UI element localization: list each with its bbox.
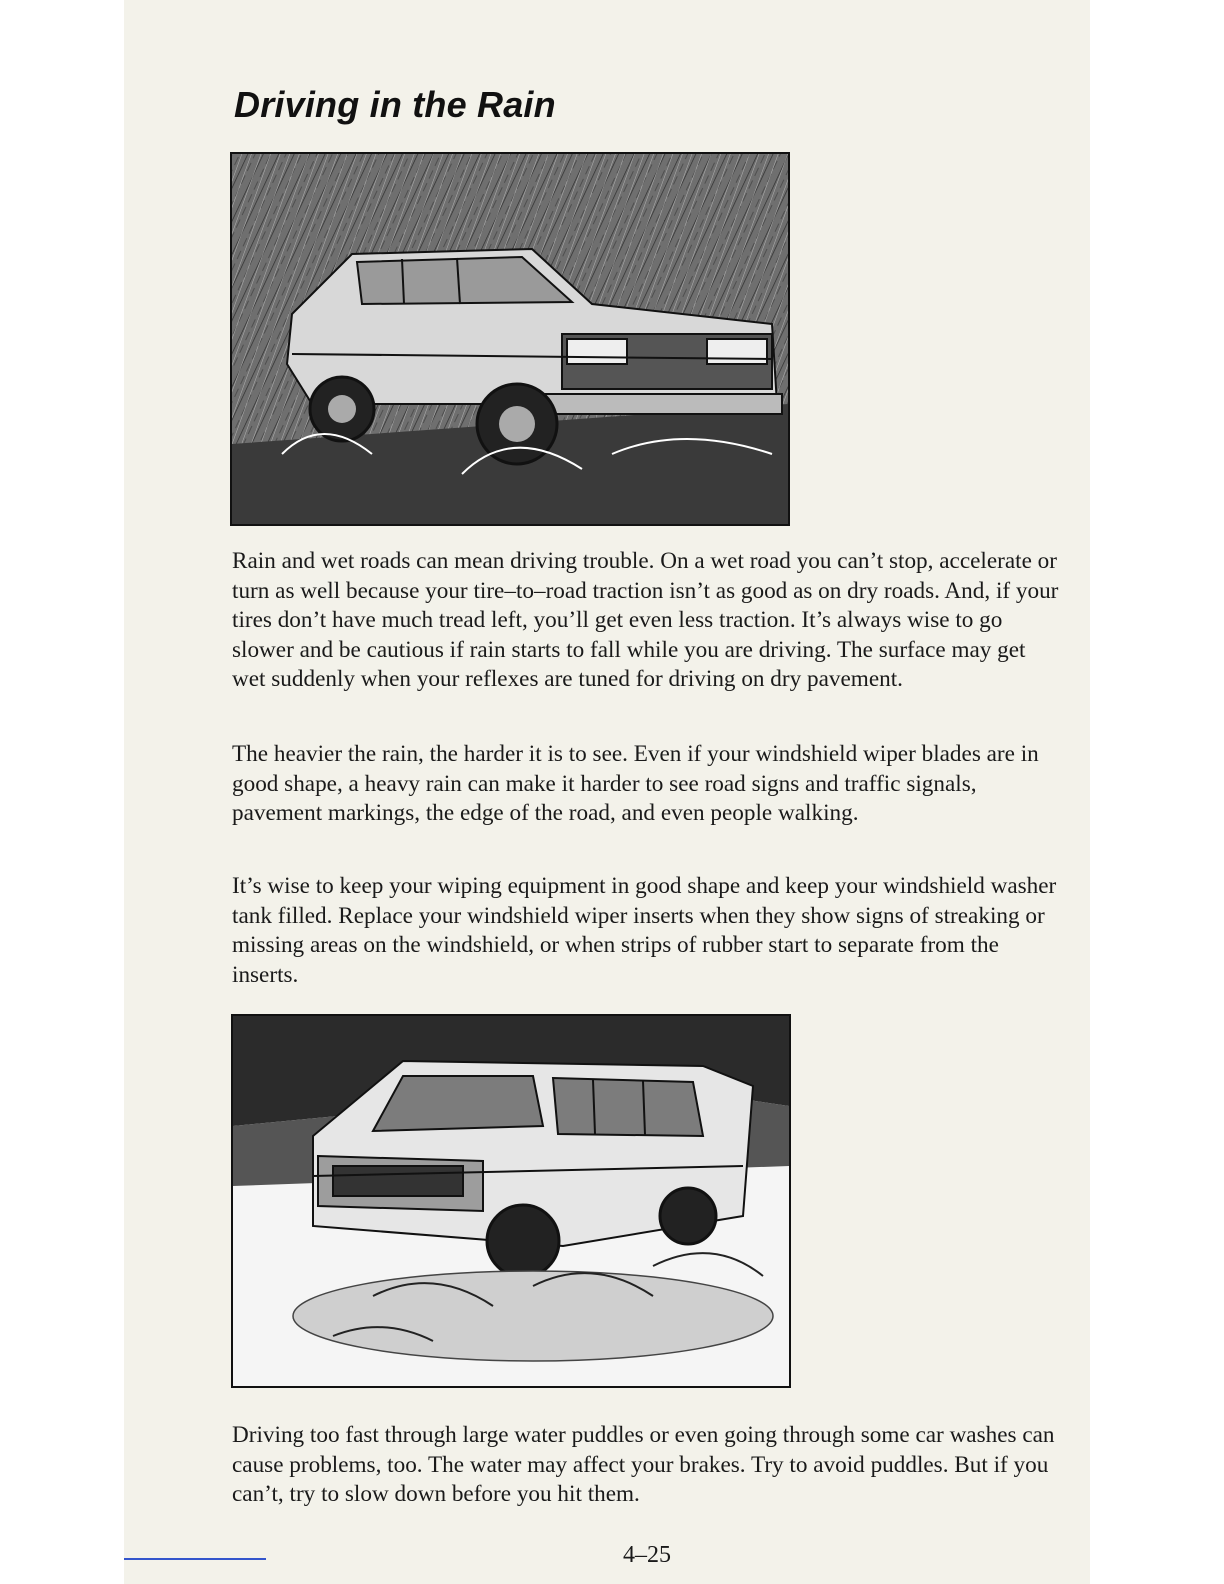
paragraph-wipers: It’s wise to keep your wiping equipment in good shape and keep your windshield washer tank filled. Replace your windshield wiper inserts when they show signs of streaking or missing areas on the windshield, or when strips of rubber start to separate from the inserts. [232, 873, 1057, 988]
footer-link-underline[interactable] [124, 1558, 266, 1560]
page-number: 4–25 [623, 1542, 671, 1568]
paragraph-puddles: Driving too fast through large water puddles or even going through some car washes can cause problems, too. The water may affect your brakes. Try to avoid puddles. But if you can’t, try to slow down before you hit them. [232, 1422, 1055, 1507]
page-title: Driving in the Rain [234, 84, 556, 125]
van-in-puddle-illustration [231, 1014, 791, 1388]
paragraph-rain-traction: Rain and wet roads can mean driving trouble. On a wet road you can’t stop, accelerate or turn as well because your tire–to–road traction isn’t as good as on dry roads. And, if your tires don’t have much tread left, you’ll get even less traction. It’s always wise to go slower and be cautious if rain starts to fall while you are driving. The surface may get wet suddenly when your reflexes are tuned for driving on dry pavement. [232, 548, 1059, 692]
suv-in-rain-illustration [230, 152, 790, 526]
manual-page [124, 0, 1090, 1584]
paragraph-visibility: The heavier the rain, the harder it is to see. Even if your windshield wiper blades are in good shape, a heavy rain can make it harder to see road signs and traffic signals, pavement markings, the edge of the road, and even people walking. [232, 741, 1039, 826]
